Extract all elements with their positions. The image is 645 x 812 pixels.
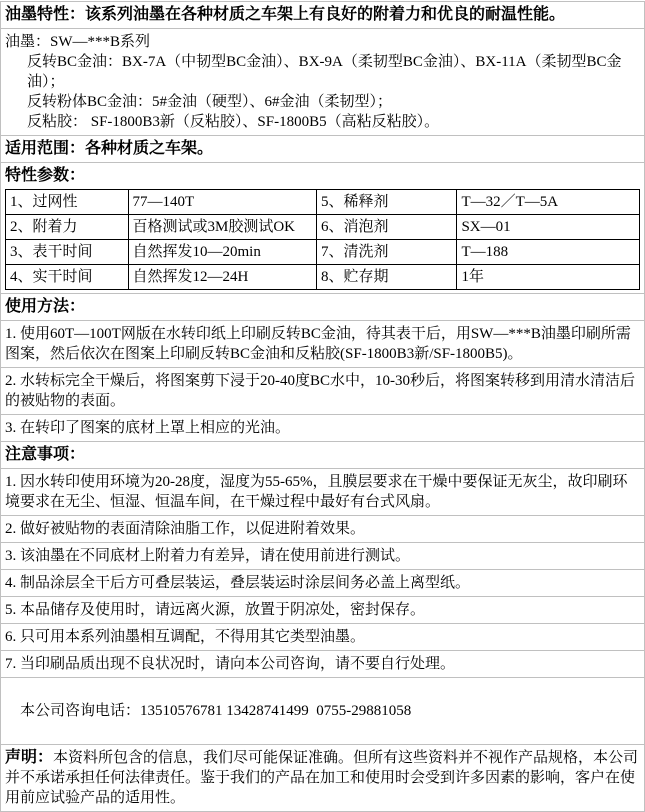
usage-item-text: 1. 使用60T—100T网版在水转印纸上印刷反转BC金油，待其表干后，用SW—***B油墨印刷所需图案，然后依次在图案上印刷反转BC金油和反粘胶(SF-1800B3新/SF-1800B5)。 [5,326,631,362]
ink-datasheet [0,1,645,812]
ink-series-title: 油墨：SW—***B系列 [5,34,151,50]
notes-item-text: 6. 只可用本系列油墨相互调配，不得用其它类型油墨。 [5,629,366,645]
application-text: 各种材质之车架。 [85,140,214,157]
notes-item-6 [1,624,644,651]
section-ink-property [1,2,644,29]
param-value: 77—140T [128,190,316,215]
notes-item-text: 2. 做好被贴物的表面清除油脂工作，以促进附着效果。 [5,521,366,537]
notes-item-5 [1,597,644,624]
parameters-table [5,189,640,290]
contact-phone: 本公司咨询电话：13510576781 13428741499 0755-29881058 [20,703,412,719]
table-row [6,190,640,215]
disclaimer-label: 声明： [5,749,54,766]
notes-item-text: 4. 制品涂层全干后方可叠层装运，叠层装运时涂层间务必盖上离型纸。 [5,575,471,591]
ink-property-label: 油墨特性： [5,6,86,23]
notes-item-3 [1,543,644,570]
ink-property-text: 该系列油墨在各种材质之车架上有良好的附着力和优良的耐温性能。 [85,6,566,23]
usage-title: 使用方法： [5,298,86,315]
notes-item-7 [1,651,644,678]
notes-item-2 [1,516,644,543]
param-label: 5、稀释剂 [316,190,456,215]
section-usage-title [1,294,644,321]
section-application [1,136,644,163]
usage-item-text: 2. 水转标完全干燥后，将图案剪下浸于20-40度BC水中，10-30秒后，将图案转移到用清水清洁后的被贴物的表面。 [5,373,636,409]
application-label: 适用范围： [5,140,86,157]
param-label: 7、清洗剂 [316,240,456,265]
parameters-title: 特性参数： [5,167,86,184]
param-label: 3、表干时间 [6,240,129,265]
ink-series-line: 反粘胶： SF-1800B3新（反粘胶）、SF-1800B5（高粘反粘胶）。 [27,114,440,130]
section-contact [1,678,644,745]
notes-item-text: 5. 本品储存及使用时，请远离火源，放置于阴凉处，密封保存。 [5,602,426,618]
param-value: T—188 [457,240,640,265]
param-value: SX—01 [457,215,640,240]
ink-series-line: 反转粉体BC金油：5#金油（硬型）、6#金油（柔韧型）； [27,94,393,110]
table-row [6,240,640,265]
notes-item-4 [1,570,644,597]
param-label: 4、实干时间 [6,265,129,290]
param-label: 6、消泡剂 [316,215,456,240]
param-value: 自然挥发10—20min [128,240,316,265]
notes-title: 注意事项： [5,446,86,463]
usage-item-2 [1,368,644,415]
param-value: T—32／T—5A [457,190,640,215]
disclaimer-text: 本资料所包含的信息，我们尽可能保证准确。但所有这些资料并不视作产品规格，本公司并不承诺承担任何法律责任。鉴于我们的产品在加工和使用时会受到许多因素的影响，客户在使用前应试验产品的适用性。 [5,750,639,806]
notes-item-text: 7. 当印刷品质出现不良状况时，请向本公司咨询，请不要自行处理。 [5,656,456,672]
param-value: 自然挥发12—24H [128,265,316,290]
table-row [6,215,640,240]
param-value: 百格测试或3M胶测试OK [128,215,316,240]
param-value: 1年 [457,265,640,290]
usage-item-3 [1,415,644,442]
usage-item-text: 3. 在转印了图案的底材上罩上相应的光油。 [5,420,291,436]
param-label: 2、附着力 [6,215,129,240]
section-disclaimer [1,745,644,811]
param-label: 8、贮存期 [316,265,456,290]
notes-item-text: 3. 该油墨在不同底材上附着力有差异，请在使用前进行测试。 [5,548,411,564]
table-row [6,265,640,290]
section-parameters [1,163,644,294]
ink-series-line: 反转BC金油：BX-7A（中韧型BC金油）、BX-9A（柔韧型BC金油）、BX-11A（柔韧型BC金油）； [27,54,622,90]
param-label: 1、过网性 [6,190,129,215]
notes-item-text: 1. 因水转印使用环境为20-28度，湿度为55-65%，且膜层要求在干燥中要保证无灰尘，故印刷环境要求在无尘、恒湿、恒温车间，在干燥过程中最好有台式风扇。 [5,474,628,510]
section-notes-title [1,442,644,469]
section-ink-series [1,29,644,136]
usage-item-1 [1,321,644,368]
notes-item-1 [1,469,644,516]
